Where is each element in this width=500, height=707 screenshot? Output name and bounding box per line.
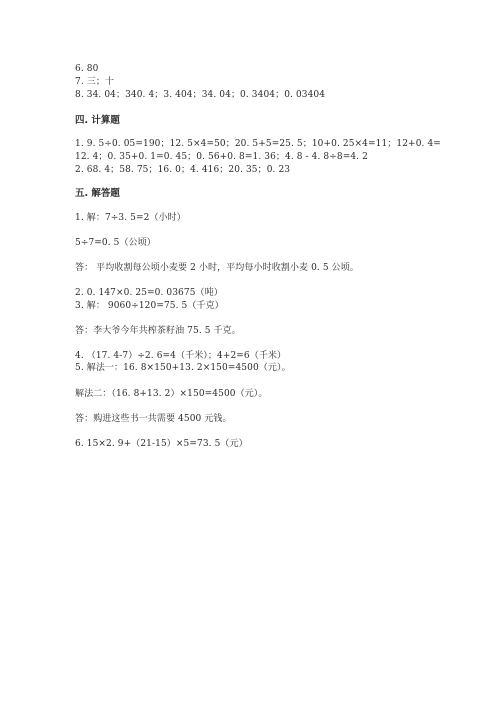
problem-3-solution: 3. 解： 9060÷120=75. 5（千克） — [75, 301, 224, 311]
problem-5-method-1: 5. 解法一：16. 8×150+13. 2×150=4500（元）。 — [75, 363, 291, 373]
section-heading-problems: 五. 解答题 — [75, 188, 120, 199]
section-heading-calculation: 四. 计算题 — [75, 115, 120, 126]
problem-5-method-2: 解法二：（16. 8+13. 2）×150=4500（元）。 — [75, 389, 268, 399]
answer-8: 8. 34. 04；340. 4；3. 404；34. 04；0. 3404；0. 03404 — [75, 90, 326, 100]
answer-6: 6. 80 — [75, 64, 99, 74]
problem-5-answer: 答：购进这些书一共需要 4500 元钱。 — [75, 414, 232, 424]
calc-answer-1-line-2: 12. 4；0. 35+0. 1=0. 45；0. 56+0. 8=1. 36；4. 8 - 4. 8÷8=4. 2 — [75, 152, 368, 162]
calc-answer-2: 2. 68. 4；58. 75；16. 0；4. 416；20. 35；0. 23 — [75, 165, 291, 175]
problem-1-step-2: 5÷7=0. 5（公顷） — [75, 238, 156, 248]
problem-6-solution: 6. 15×2. 9+（21-15）×5=73. 5（元） — [75, 439, 248, 449]
problem-1-solution: 1. 解：7÷3. 5=2（小时） — [75, 213, 186, 223]
calc-answer-1-line-1: 1. 9. 5÷0. 05=190；12. 5×4=50；20. 5+5=25. 5；10+0. 25×4=11；12+0. 4= — [75, 139, 441, 149]
problem-4-solution: 4. （17. 4-7）÷2. 6=4（千米）；4+2=6（千米） — [75, 351, 287, 361]
problem-2-solution: 2. 0. 147×0. 25=0. 03675（吨） — [75, 288, 223, 298]
answer-7: 7. 三；十 — [75, 77, 115, 87]
problem-1-answer: 答： 平均收割每公顷小麦要 2 小时，平均每小时收割小麦 0. 5 公顷。 — [75, 263, 359, 273]
problem-3-answer: 答：李大爷今年共榨茶籽油 75. 5 千克。 — [75, 326, 241, 336]
